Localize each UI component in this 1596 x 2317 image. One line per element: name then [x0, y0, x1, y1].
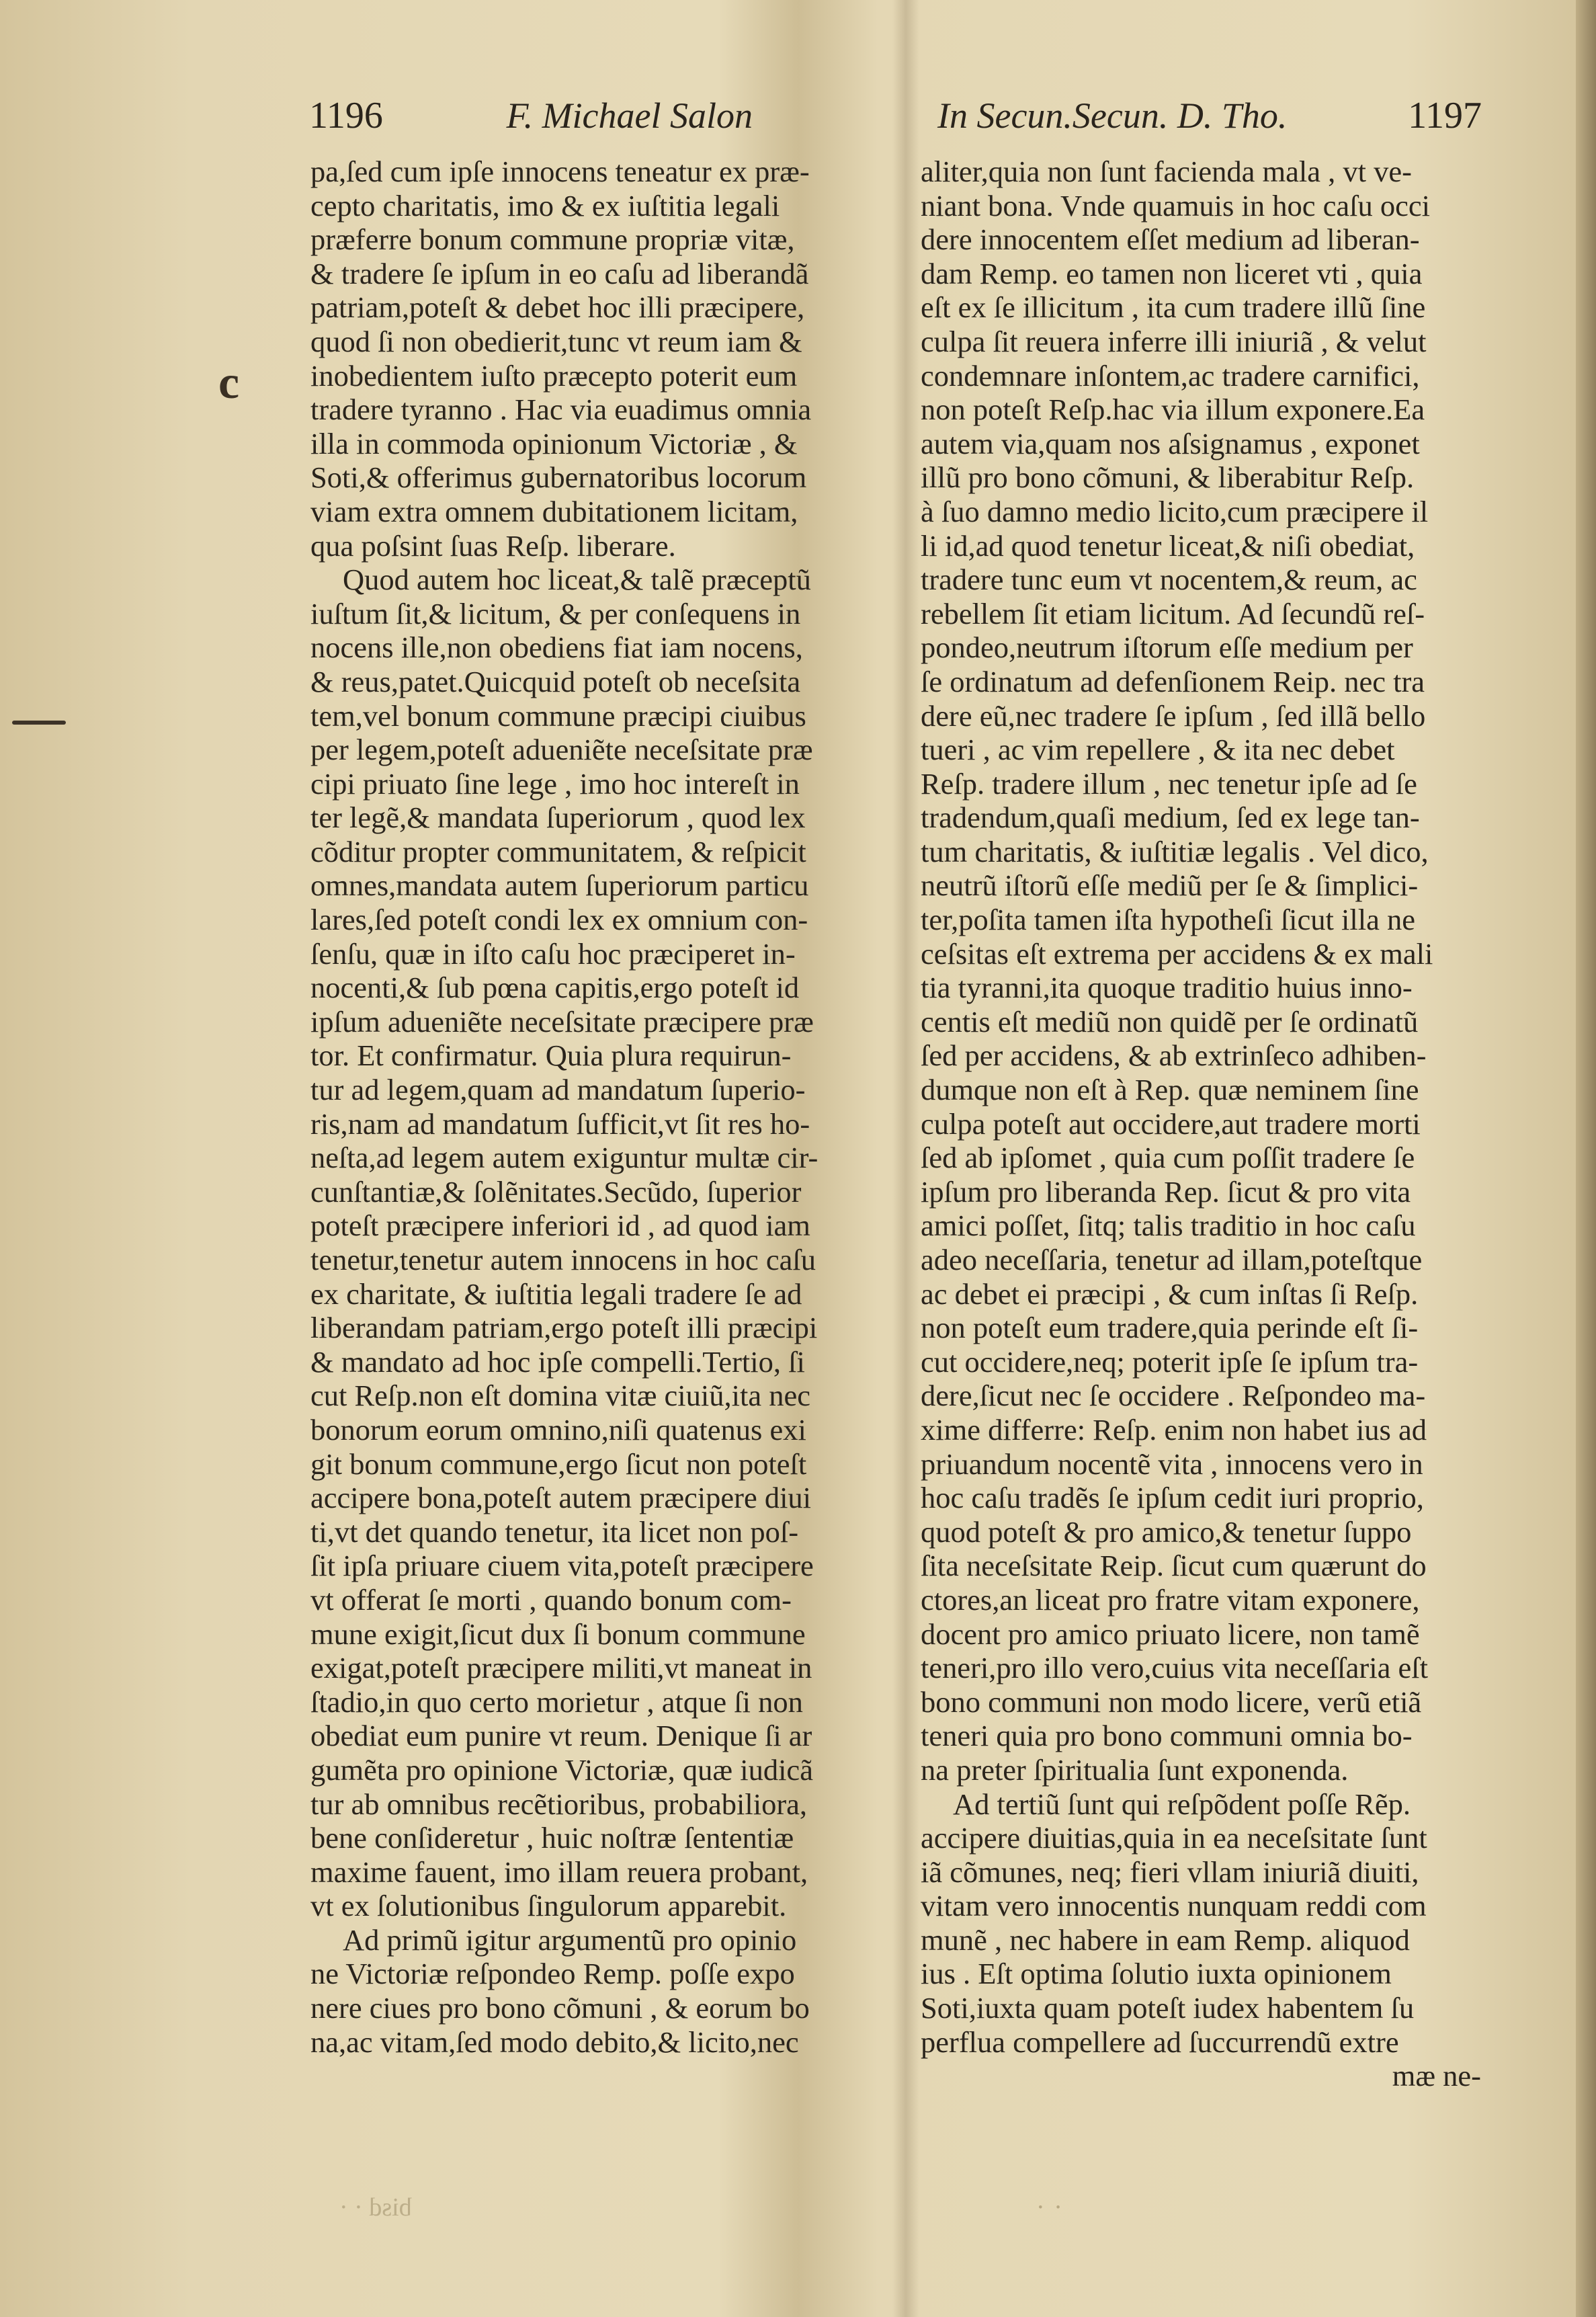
text-line: cepto charitatis, imo & ex iuſtitia legali: [310, 188, 780, 222]
left-running-head: [309, 94, 753, 155]
left-text-column: [310, 155, 878, 2059]
catchword: mæ ne-: [1392, 2059, 1481, 2093]
text-line: ter legẽ,& mandata ſuperiorum , quod lex: [310, 801, 806, 835]
right-folio: 1197: [1408, 95, 1482, 136]
text-line: tor. Et confirmatur. Quia plura requirun-: [310, 1039, 792, 1073]
text-line: dere innocentem eſſet medium ad liberan-: [921, 222, 1420, 257]
text-line: tradere tyranno . Hac via euadimus omnia: [310, 393, 812, 427]
text-line: accipere diuitias,quia in ea neceſsitate ſunt: [921, 1821, 1427, 1855]
text-line: Soti,iuxta quam poteſt iudex habentem ſu: [921, 1991, 1415, 2025]
text-line: culpa ſit reuera inferre illi iniuriã , & velut: [921, 324, 1427, 358]
text-line: munẽ , nec habere in eam Remp. aliquod: [921, 1922, 1410, 1957]
text-line: & mandato ad hoc ipſe compelli.Tertio, ſi: [310, 1344, 805, 1379]
text-line: tia tyranni,ita quoque traditio huius inno-: [921, 971, 1413, 1005]
text-line: præferre bonum commune propriæ vitæ,: [310, 222, 795, 257]
text-line: tueri , ac vim repellere , & ita nec debet: [921, 733, 1395, 767]
text-line: ipſum pro liberanda Rep. ſicut & pro vita: [921, 1174, 1411, 1209]
right-running-title: In Secun.Secun. D. Tho.: [937, 95, 1288, 136]
margin-mark: c: [218, 357, 240, 409]
text-line: bene conſideretur , huic noſtræ ſententiæ: [310, 1821, 794, 1855]
text-line: cipi priuato ſine lege , imo hoc intereſt in: [310, 766, 800, 801]
text-line: dumque non eſt à Rep. quæ neminem ſine: [921, 1073, 1419, 1107]
text-line: ter,poſita tamen iſta hypotheſi ſicut illa ne: [921, 903, 1415, 937]
text-line: patriam,poteſt & debet hoc illi præcipere,: [310, 290, 805, 325]
text-line: viam extra omnem dubitationem licitam,: [310, 494, 798, 528]
text-line: li id,ad quod tenetur liceat,& niſi obediat,: [921, 528, 1415, 563]
text-line: Quod autem hoc liceat,& talẽ præceptũ: [343, 563, 811, 597]
text-line: autem via,quam nos aſsignamus , exponet: [921, 426, 1420, 460]
text-line: dere,ſicut nec ſe occidere . Reſpondeo ma-: [921, 1379, 1426, 1413]
text-line: amici poſſet, ſitq; talis traditio in hoc caſu: [921, 1209, 1416, 1243]
text-line: non poteſt Reſp.hac via illum exponere.Ea: [921, 393, 1425, 427]
text-line: neutrũ iſtorũ eſſe mediũ per ſe & ſimplici-: [921, 868, 1419, 903]
text-line: niant bona. Vnde quamuis in hoc caſu occi: [921, 188, 1430, 222]
text-line: quod ſi non obedierit,tunc vt reum iam &: [310, 324, 802, 358]
text-line: eſt ex ſe illicitum , ita cum tradere illũ ſine: [921, 290, 1426, 325]
text-line: qua poſsint ſuas Reſp. liberare.: [310, 528, 676, 563]
text-line: quod poteſt & pro amico,& tenetur ſuppo: [921, 1514, 1412, 1549]
text-line: iuſtum ſit,& licitum, & per conſequens in: [310, 596, 801, 631]
text-line: ius . Eſt optima ſolutio iuxta opinionem: [921, 1957, 1392, 1991]
text-line: tem,vel bonum commune præcipi ciuibus: [310, 698, 806, 733]
text-line: pa,ſed cum ipſe innocens teneatur ex præ-: [310, 155, 810, 188]
text-line: obediat eum punire vt reum. Denique ſi ar: [310, 1719, 812, 1753]
text-line: ſtadio,in quo certo morietur , atque ſi non: [310, 1684, 803, 1719]
text-line: rebellem ſit etiam licitum. Ad ſecundũ reſ-: [921, 596, 1425, 631]
text-line: illũ pro bono cõmuni, & liberabitur Reſp.: [921, 460, 1415, 495]
text-line: docent pro amico priuato licere, non tamẽ: [921, 1617, 1420, 1651]
left-running-title: F. Michael Salon: [506, 95, 753, 136]
text-line: à ſuo damno medio licito,cum præcipere il: [921, 494, 1429, 528]
text-line: teneri quia pro bono communi omnia bo-: [921, 1719, 1413, 1753]
text-line: & tradere ſe ipſum in eo caſu ad liberandã: [310, 256, 809, 290]
text-line: neſta,ad legem autem exiguntur multæ cir-: [310, 1141, 818, 1175]
page-edge: [1576, 0, 1596, 2317]
text-line: vt ex ſolutionibus ſingulorum apparebit.: [310, 1889, 787, 1923]
text-line: ſed per accidens, & ab extrinſeco adhiben-: [921, 1039, 1427, 1073]
text-line: priuandum nocentẽ vita , innocens vero in: [921, 1447, 1423, 1481]
text-line: ris,nam ad mandatum ſufficit,vt ſit res ho-: [310, 1106, 810, 1141]
text-line: centis eſt mediũ non quidẽ per ſe ordinatũ: [921, 1004, 1419, 1039]
text-line: ſit ipſa priuare ciuem vita,poteſt præcipere: [310, 1549, 814, 1583]
show-through-text: · ·: [1035, 2193, 1062, 2222]
text-line: ſenſu, quæ in iſto caſu hoc præciperet in-: [310, 936, 796, 971]
text-line: cõditur propter communitatem, & reſpicit: [310, 834, 806, 868]
text-line: cut Reſp.non eſt domina vitæ ciuiũ,ita nec: [310, 1379, 810, 1413]
margin-dash-mark: [12, 721, 66, 725]
text-line: na,ac vitam,ſed modo debito,& licito,nec: [310, 2025, 799, 2059]
text-line: tradere tunc eum vt nocentem,& reum, ac: [921, 563, 1417, 597]
text-line: vt offerat ſe morti , quando bonum com-: [310, 1582, 792, 1617]
right-text-column: [921, 155, 1486, 2093]
text-line: ac debet ei præcipi , & cum inſtas ſi Reſp.: [921, 1276, 1419, 1311]
text-line: iã cõmunes, neq; fieri vllam iniuriã diuiti,: [921, 1855, 1419, 1889]
text-line: exigat,poteſt præcipere militi,vt maneat in: [310, 1651, 812, 1685]
text-line: tenetur,tenetur autem innocens in hoc caſu: [310, 1243, 816, 1276]
text-line: ſe ordinatum ad defenſionem Reip. nec tra: [921, 664, 1425, 698]
text-line: omnes,mandata autem ſuperiorum particu: [310, 868, 809, 903]
text-line: ſed ab ipſomet , quia cum poſſit tradere ſe: [921, 1141, 1415, 1175]
text-line: tur ab omnibus recẽtioribus, probabiliora,: [310, 1787, 808, 1821]
right-running-head: [937, 94, 1482, 155]
show-through-text: bisd · ·: [339, 2193, 412, 2222]
text-line: vitam vero innocentis nunquam reddi com: [921, 1889, 1427, 1923]
text-line: perflua compellere ad ſuccurrendũ extre: [921, 2025, 1399, 2059]
text-line: aliter,quia non ſunt facienda mala , vt ve-: [921, 155, 1412, 188]
text-line: gumẽta pro opinione Victoriæ, quæ iudicã: [310, 1752, 813, 1787]
text-line: Reſp. tradere illum , nec tenetur ipſe ad ſe: [921, 766, 1417, 801]
text-line: nocenti,& ſub pœna capitis,ergo poteſt id: [310, 971, 800, 1005]
text-line: nere ciues pro bono cõmuni , & eorum bo: [310, 1991, 810, 2025]
text-line: culpa poteſt aut occidere,aut tradere morti: [921, 1106, 1421, 1141]
text-line: poteſt præcipere inferiori id , ad quod iam: [310, 1209, 810, 1243]
text-line: mune exigit,ſicut dux ſi bonum commune: [310, 1617, 806, 1651]
left-folio: 1196: [309, 95, 383, 136]
text-line: ceſsitas eſt extrema per accidens & ex mali: [921, 936, 1433, 971]
text-line: cut occidere,neq; poterit ipſe ſe ipſum tra-: [921, 1344, 1419, 1379]
text-line: adeo neceſſaria, tenetur ad illam,poteſtque: [921, 1243, 1423, 1276]
text-line: teneri,pro illo vero,cuius vita neceſſaria eſt: [921, 1651, 1428, 1685]
text-line: bonorum eorum omnino,niſi quatenus exi: [310, 1412, 806, 1447]
text-line: ne Victoriæ reſpondeo Remp. poſſe expo: [310, 1957, 795, 1991]
text-line: Soti,& offerimus gubernatoribus locorum: [310, 460, 807, 495]
text-line: illa in commoda opinionum Victoriæ , &: [310, 426, 798, 460]
text-line: cunſtantiæ,& ſolẽnitates.Secũdo, ſuperior: [310, 1174, 802, 1209]
text-line: git bonum commune,ergo ſicut non poteſt: [310, 1447, 807, 1481]
text-line: nocens ille,non obediens fiat iam nocens,: [310, 631, 803, 665]
text-line: liberandam patriam,ergo poteſt illi præcipi: [310, 1311, 818, 1345]
text-line: inobedientem iuſto præcepto poterit eum: [310, 358, 798, 393]
text-line: accipere bona,poteſt autem præcipere diui: [310, 1481, 812, 1515]
text-line: ipſum adueniẽte neceſsitate præcipere præ: [310, 1004, 814, 1039]
text-line: dere eũ,nec tradere ſe ipſum , ſed illã bello: [921, 698, 1426, 733]
text-line: Ad tertiũ ſunt qui reſpõdent poſſe Rẽp.: [953, 1787, 1411, 1821]
text-line: & reus,patet.Quicquid poteſt ob neceſsita: [310, 664, 801, 698]
text-line: ex charitate, & iuſtitia legali tradere ſe ad: [310, 1276, 802, 1311]
text-line: per legem,poteſt adueniẽte neceſsitate præ: [310, 733, 813, 767]
text-line: ti,vt det quando tenetur, ita licet non poſ-: [310, 1514, 799, 1549]
text-line: bono communi non modo licere, verũ etiã: [921, 1684, 1422, 1719]
text-line: lares,ſed poteſt condi lex ex omnium con-: [310, 903, 808, 937]
text-line: pondeo,neutrum iſtorum eſſe medium per: [921, 631, 1413, 665]
text-line: ſita neceſsitate Reip. ſicut cum quærunt do: [921, 1549, 1427, 1583]
text-line: tum charitatis, & iuſtitiæ legalis . Vel dico,: [921, 834, 1429, 868]
text-line: dam Remp. eo tamen non liceret vti , quia: [921, 256, 1423, 290]
text-line: maxime fauent, imo illam reuera probant,: [310, 1855, 808, 1889]
text-line: condemnare inſontem,ac tradere carnifici,: [921, 358, 1420, 393]
text-line: non poteſt eum tradere,quia perinde eſt ſi-: [921, 1311, 1419, 1345]
text-line: xime differre: Reſp. enim non habet ius ad: [921, 1412, 1427, 1447]
text-line: Ad primũ igitur argumentũ pro opinio: [343, 1922, 797, 1957]
text-line: hoc caſu tradẽs ſe ipſum cedit iuri proprio,: [921, 1481, 1424, 1515]
text-line: ctores,an liceat pro fratre vitam exponere,: [921, 1582, 1420, 1617]
text-line: tur ad legem,quam ad mandatum ſuperio-: [310, 1073, 806, 1107]
text-line: na preter ſpiritualia ſunt exponenda.: [921, 1752, 1349, 1787]
text-line: tradendum,quaſi medium, ſed ex lege tan-: [921, 801, 1420, 835]
page-gutter: [892, 0, 919, 2317]
